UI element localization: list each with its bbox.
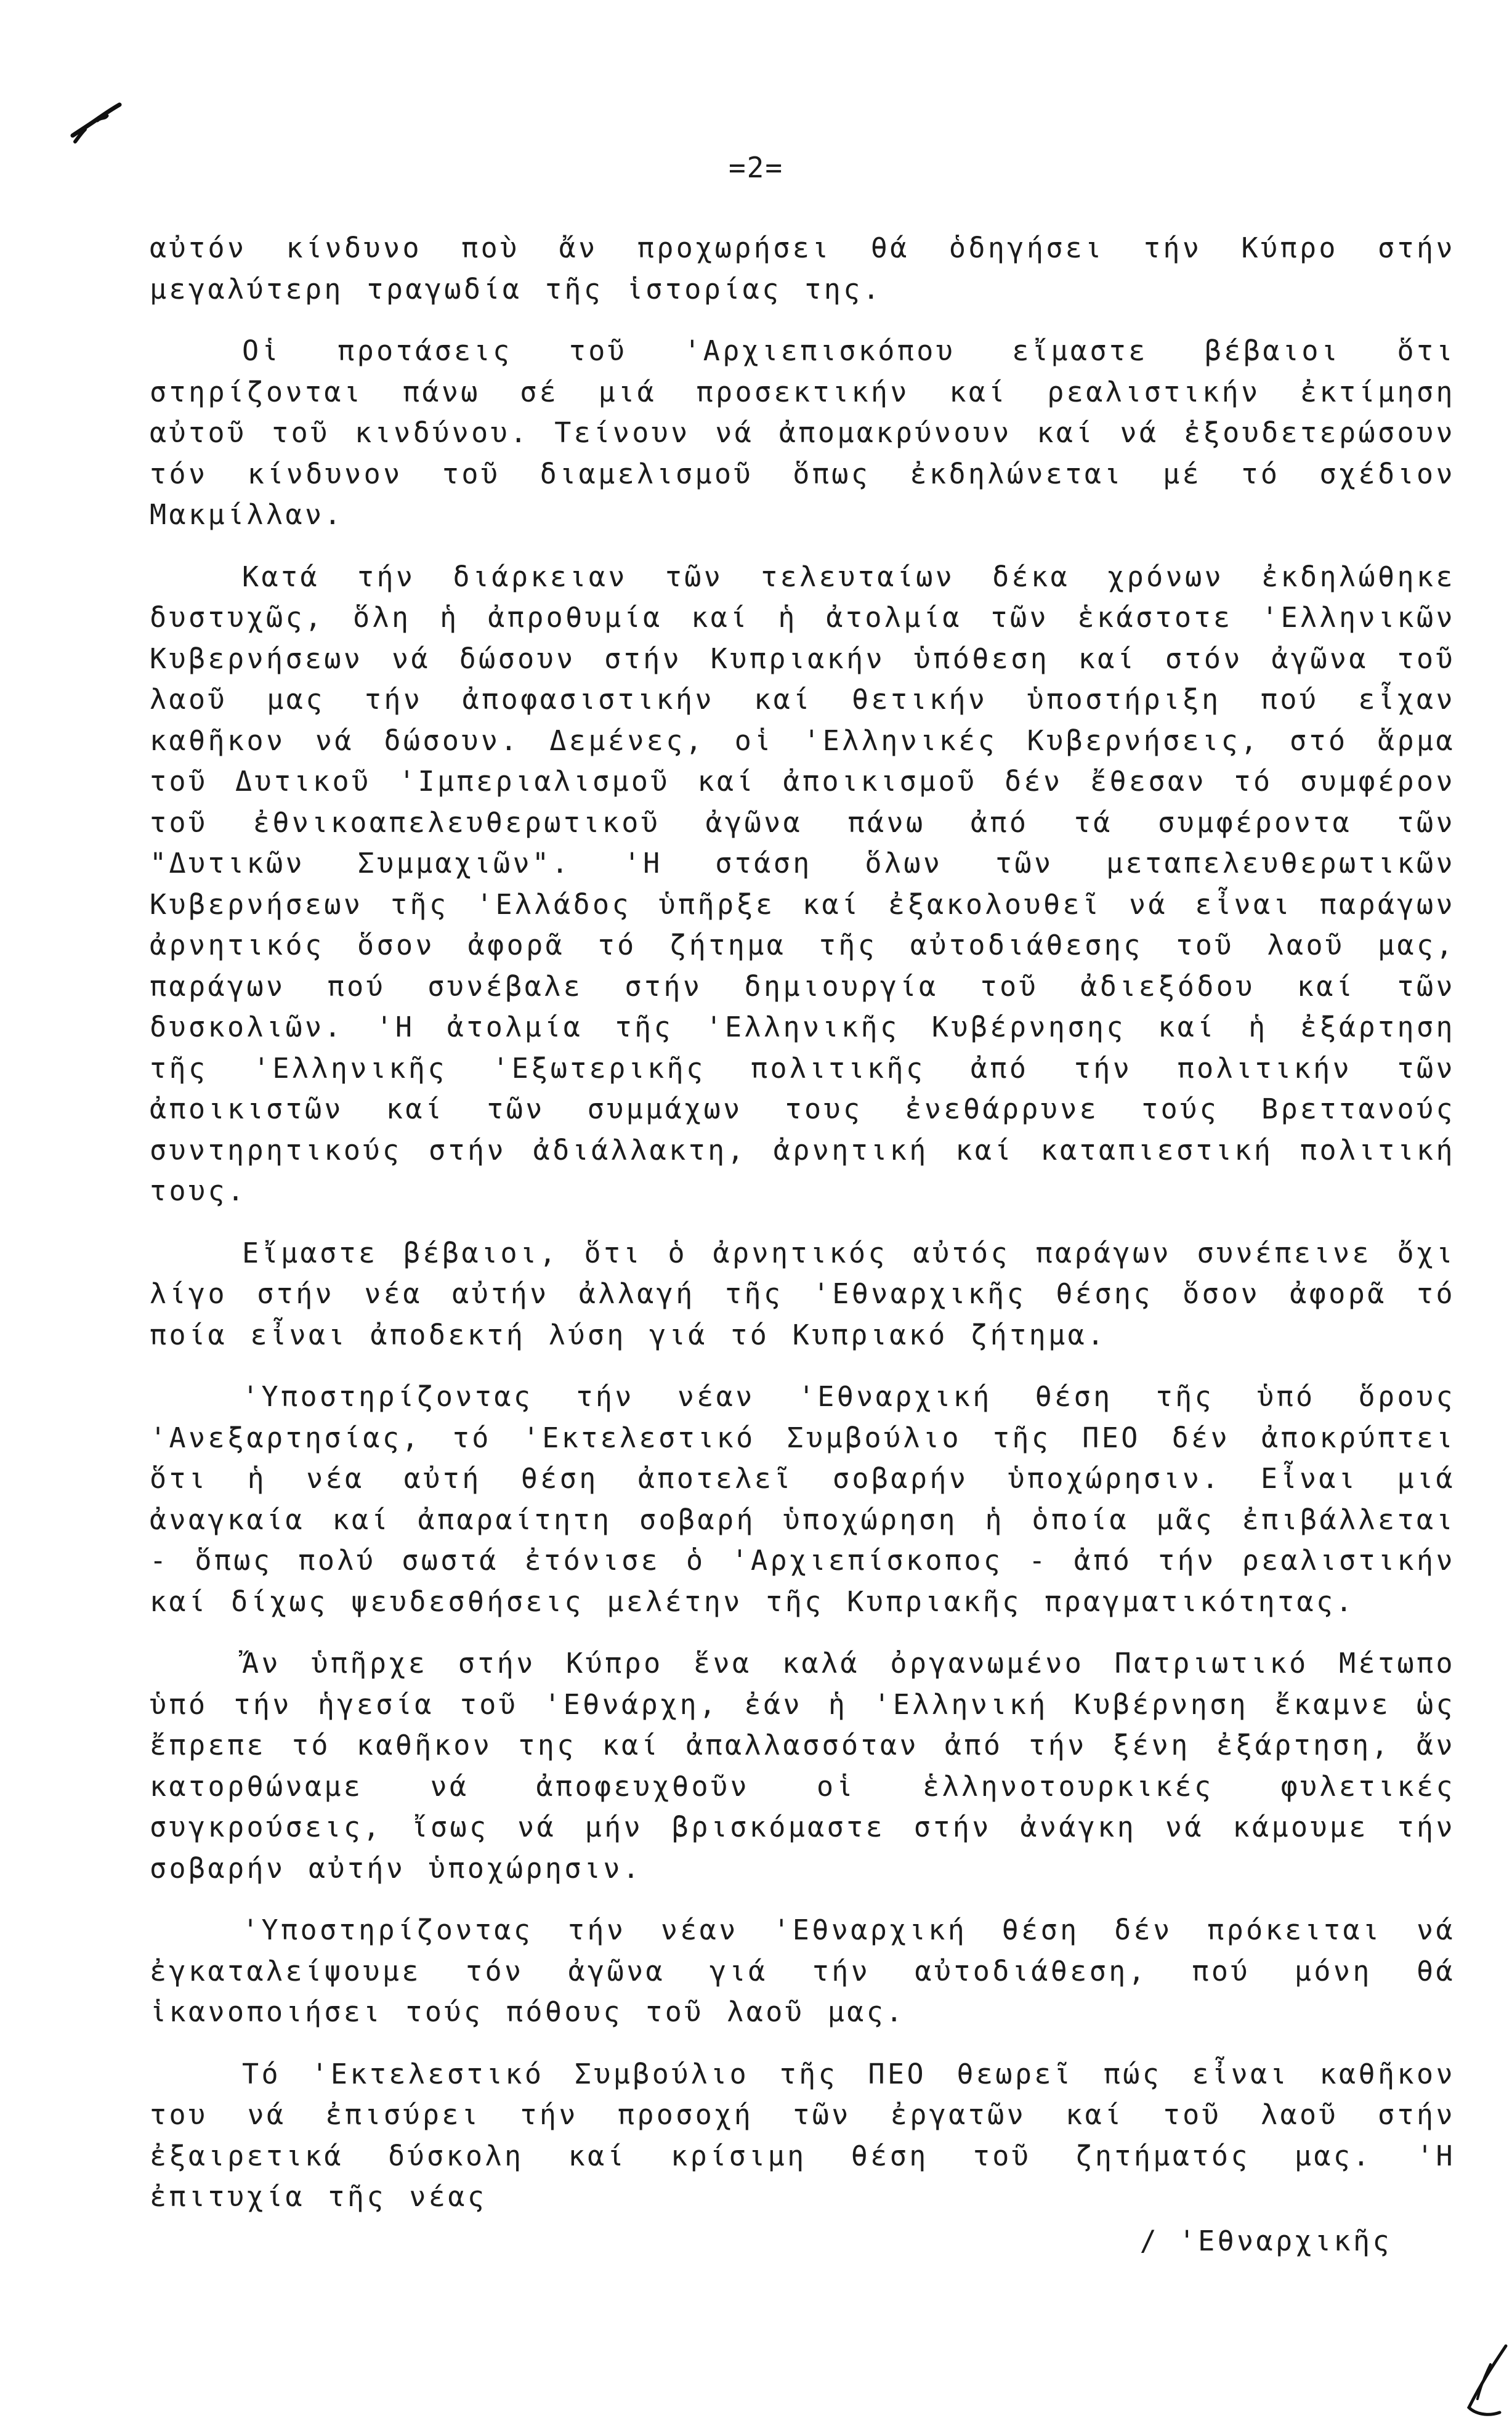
paragraph: Τό 'Εκτελεστικό Συμβούλιο τῆς ΠΕΟ θεωρεῖ πώς εἶναι καθῆκον του νά ἐπισύρει τήν προσοχή τῶν ἐργατῶν καί τοῦ λαοῦ στήν ἐξαιρετικά δύσκολη καί κρίσιμη θέση τοῦ ζητήματός μας. 'Η ἐπιτυχία τῆς νέας: [150, 2057, 1455, 2213]
paragraph: αὐτόν κίνδυνο ποὺ ἄν προχωρήσει θά ὁδηγήσει τήν Κύπρο στήν μεγαλύτερη τραγωδία τῆς ἱστορίας της.: [150, 232, 1455, 305]
document-body: [150, 228, 1455, 2239]
paragraph: Ἄν ὑπῆρχε στήν Κύπρο ἕνα καλά ὀργανωμένο Πατριωτικό Μέτωπο ὑπό τήν ἡγεσία τοῦ 'Εθνάρχη, ἐάν ἡ 'Ελληνική Κυβέρνηση ἔκαμνε ὡς ἔπρεπε τό καθῆκον της καί ἀπαλλασσόταν ἀπό τήν ξένη ἐξάρτηση, ἄν κατορθώναμε νά ἀποφευχθοῦν οἱ ἑλληνοτουρκικές φυλετικές συγκρούσεις, ἴσως νά μήν βρισκόμαστε στήν ἀνάγκη νά κάμουμε τήν σοβαρήν αὐτήν ὑποχώρησιν.: [150, 1647, 1455, 1885]
pen-mark-icon: [67, 92, 128, 148]
paragraph: 'Υποστηρίζοντας τήν νέαν 'Εθναρχική θέση τῆς ὑπό ὅρους 'Ανεξαρτησίας, τό 'Εκτελεστικό Συμβούλιο τῆς ΠΕΟ δέν ἀποκρύπτει ὅτι ἡ νέα αὐτή θέση ἀποτελεῖ σοβαρήν ὑποχώρησιν. Εἶναι μιά ἀναγκαία καί ἀπαραίτητη σοβαρή ὑποχώρηση ἡ ὁποία μᾶς ἐπιβάλλεται - ὅπως πολύ σωστά ἐτόνισε ὁ 'Αρχιεπίσκοπος - ἀπό τήν ρεαλιστικήν καί δίχως ψευδεσθήσεις μελέτην τῆς Κυπριακῆς πραγματικότητας.: [150, 1380, 1455, 1618]
paragraph: Οἱ προτάσεις τοῦ 'Αρχιεπισκόπου εἴμαστε βέβαιοι ὅτι στηρίζονται πάνω σέ μιά προσεκτικήν καί ρεαλιστικήν ἐκτίμηση αὐτοῦ τοῦ κινδύνου. Τείνουν νά ἀπομακρύνουν καί νά ἐξουδετερώσουν τόν κίνδυνον τοῦ διαμελισμοῦ ὅπως ἐκδηλώνεται μέ τό σχέδιον Μακμίλλαν.: [150, 334, 1455, 531]
continuation-catchword: / 'Εθναρχικῆς: [1139, 2225, 1392, 2257]
paragraph: 'Υποστηρίζοντας τήν νέαν 'Εθναρχική θέση δέν πρόκειται νά ἐγκαταλείψουμε τόν ἀγῶνα γιά τήν αὐτοδιάθεση, πού μόνη θά ἱκανοποιήσει τούς πόθους τοῦ λαοῦ μας.: [150, 1914, 1455, 2028]
paragraph: Κατά τήν διάρκειαν τῶν τελευταίων δέκα χρόνων ἐκδηλώθηκε δυστυχῶς, ὅλη ἡ ἀπροθυμία καί ἡ ἀτολμία τῶν ἑκάστοτε 'Ελληνικῶν Κυβερνήσεων νά δώσουν στήν Κυπριακήν ὑπόθεση καί στόν ἀγῶνα τοῦ λαοῦ μας τήν ἀποφασιστικήν καί θετικήν ὑποστήριξη πού εἶχαν καθῆκον νά δώσουν. Δεμένες, οἱ 'Ελληνικές Κυβερνήσεις, στό ἅρμα τοῦ Δυτικοῦ 'Ιμπεριαλισμοῦ καί ἀποικισμοῦ δέν ἔθεσαν τό συμφέρον τοῦ ἐθνικοαπελευθερωτικοῦ ἀγῶνα πάνω ἀπό τά συμφέροντα τῶν "Δυτικῶν Συμμαχιῶν". 'Η στάση ὅλων τῶν μεταπελευθερωτικῶν Κυβερνήσεων τῆς 'Ελλάδος ὑπῆρξε καί ἐξακολουθεῖ νά εἶναι παράγων ἀρνητικός ὅσον ἀφορᾶ τό ζήτημα τῆς αὐτοδιάθεσης τοῦ λαοῦ μας, παράγων πού συνέβαλε στήν δημιουργία τοῦ ἀδιεξόδου καί τῶν δυσκολιῶν. 'Η ἀτολμία τῆς 'Ελληνικῆς Κυβέρνησης καί ἡ ἐξάρτηση τῆς 'Ελληνικῆς 'Εξωτερικῆς πολιτικῆς ἀπό τήν πολιτικήν τῶν ἀποικιστῶν καί τῶν συμμάχων τους ἐνεθάρρυνε τούς Βρεττανούς συντηρητικούς στήν ἀδιάλλακτη, ἀρνητική καί καταπιεστική πολιτική τους.: [150, 560, 1455, 1207]
page-number: =2=: [728, 151, 784, 184]
corner-mark-icon: [1457, 2340, 1512, 2426]
paragraph: Εἴμαστε βέβαιοι, ὅτι ὁ ἀρνητικός αὐτός παράγων συνέπεινε ὄχι λίγο στήν νέα αὐτήν ἀλλαγή τῆς 'Εθναρχικῆς θέσης ὅσον ἀφορᾶ τό ποία εἶναι ἀποδεκτή λύση γιά τό Κυπριακό ζήτημα.: [150, 1236, 1455, 1351]
